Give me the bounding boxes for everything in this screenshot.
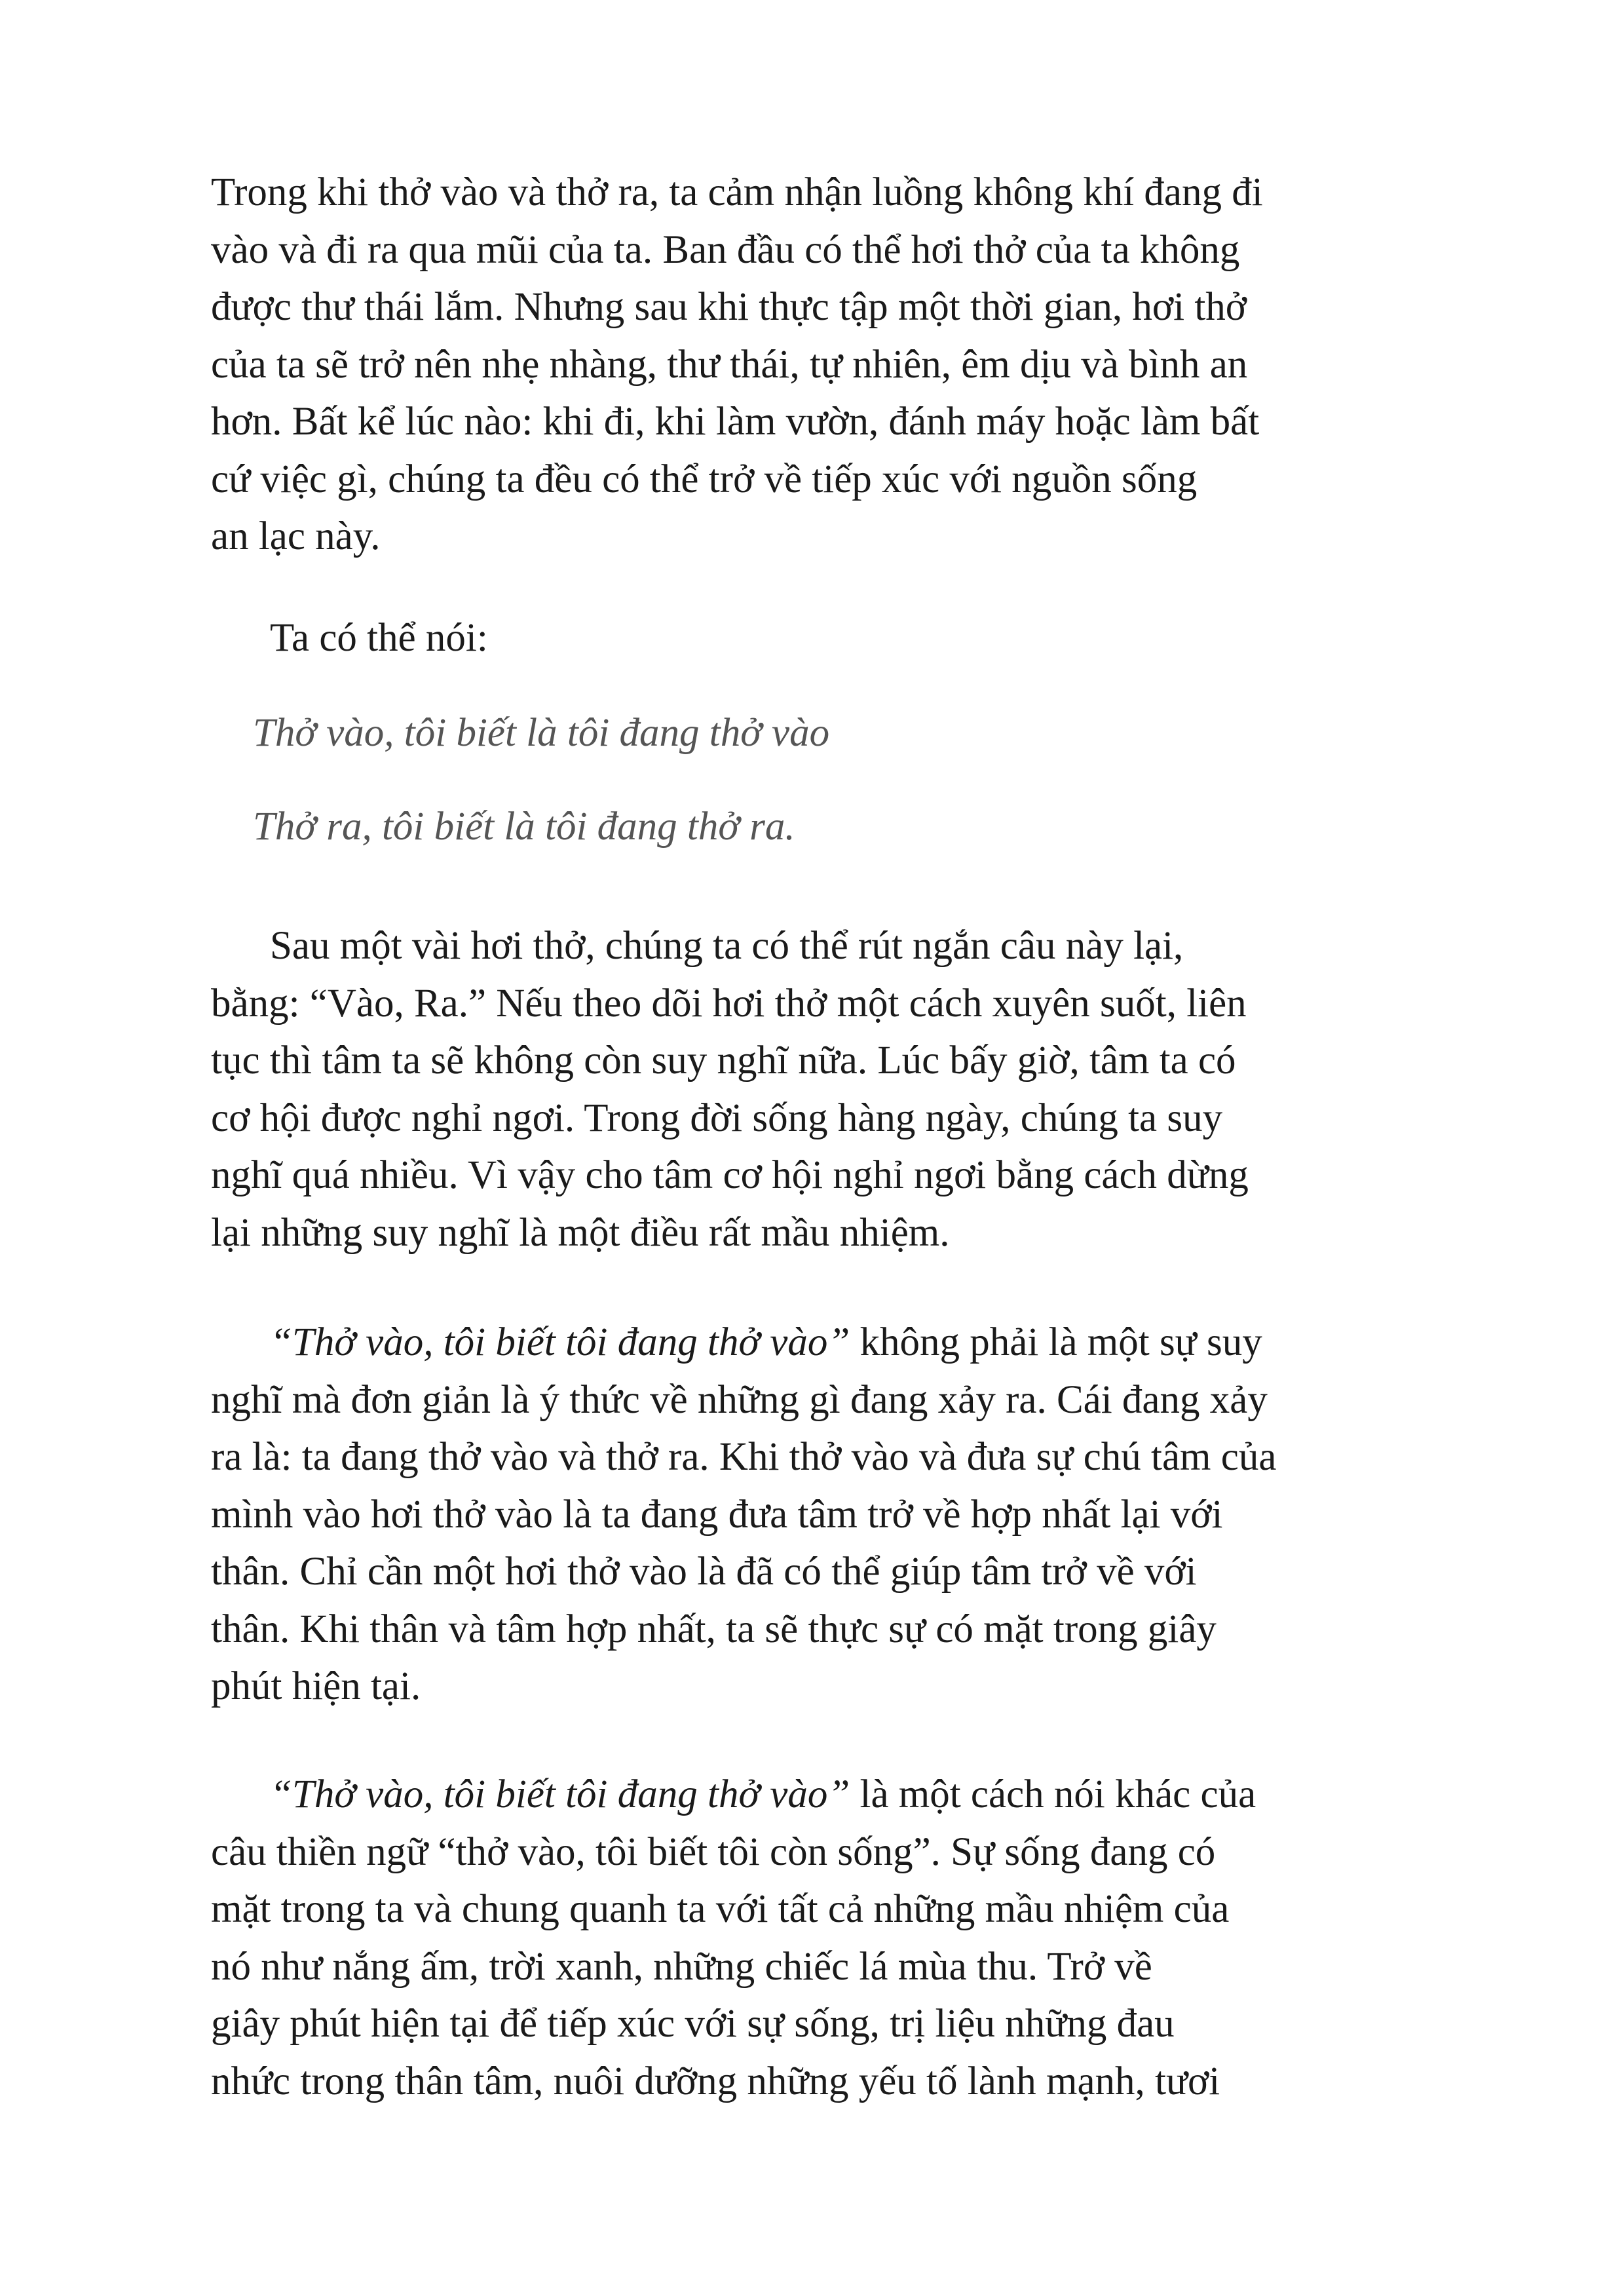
text-line: thân. Chỉ cần một hơi thở vào là đã có thể giúp tâm trở về với bbox=[211, 1550, 1197, 1594]
text-line bbox=[211, 1766, 1256, 1824]
quote-line-1 bbox=[211, 704, 829, 762]
paragraph-3 bbox=[211, 917, 1249, 1261]
paragraph-4 bbox=[211, 1314, 1276, 1715]
text-line: hơn. Bất kể lúc nào: khi đi, khi làm vườn, đánh máy hoặc làm bất bbox=[211, 400, 1260, 444]
quote-text: Thở vào, tôi biết là tôi đang thở vào bbox=[253, 711, 830, 755]
text-line: Sau một vài hơi thở, chúng ta có thể rút ngắn câu này lại, bbox=[270, 924, 1184, 968]
text-line: mặt trong ta và chung quanh ta với tất cả những mầu nhiệm của bbox=[211, 1887, 1230, 1931]
text-line: của ta sẽ trở nên nhẹ nhàng, thư thái, tự nhiên, êm dịu và bình an bbox=[211, 342, 1248, 387]
text-line: nghĩ quá nhiều. Vì vậy cho tâm cơ hội nghỉ ngơi bằng cách dừng bbox=[211, 1153, 1249, 1197]
text-line: ra là: ta đang thở vào và thở ra. Khi thở vào và đưa sự chú tâm của bbox=[211, 1435, 1277, 1479]
quote-line-2 bbox=[211, 798, 795, 856]
text-line: nhức trong thân tâm, nuôi dưỡng những yếu tố lành mạnh, tươi bbox=[211, 2059, 1220, 2103]
paragraph-1 bbox=[211, 164, 1263, 565]
text-line bbox=[211, 1314, 1276, 1371]
text-line: thân. Khi thân và tâm hợp nhất, ta sẽ thực sự có mặt trong giây bbox=[211, 1607, 1217, 1651]
text-line: Trong khi thở vào và thở ra, ta cảm nhận luồng không khí đang đi bbox=[211, 170, 1263, 214]
text-line: cứ việc gì, chúng ta đều có thể trở về tiếp xúc với nguồn sống bbox=[211, 457, 1198, 501]
text-fragment: là một cách nói khác của bbox=[850, 1772, 1256, 1816]
text-line: câu thiền ngữ “thở vào, tôi biết tôi còn sống”. Sự sống đang có bbox=[211, 1829, 1216, 1874]
text-line: cơ hội được nghỉ ngơi. Trong đời sống hàng ngày, chúng ta suy bbox=[211, 1096, 1223, 1140]
text-line: mình vào hơi thở vào là ta đang đưa tâm trở về hợp nhất lại với bbox=[211, 1492, 1223, 1537]
paragraph-5 bbox=[211, 1766, 1256, 2110]
text-line: bằng: “Vào, Ra.” Nếu theo dõi hơi thở một cách xuyên suốt, liên bbox=[211, 981, 1247, 1025]
paragraph-2 bbox=[211, 609, 488, 667]
text-line: an lạc này. bbox=[211, 514, 381, 558]
text-fragment: không phải là một sự suy bbox=[850, 1320, 1262, 1364]
text-line: Ta có thể nói: bbox=[270, 616, 488, 660]
text-line: vào và đi ra qua mũi của ta. Ban đầu có thể hơi thở của ta không bbox=[211, 227, 1240, 272]
text-line: lại những suy nghĩ là một điều rất mầu nhiệm. bbox=[211, 1210, 950, 1255]
text-line: được thư thái lắm. Nhưng sau khi thực tập một thời gian, hơi thở bbox=[211, 285, 1247, 329]
text-line: nghĩ mà đơn giản là ý thức về những gì đang xảy ra. Cái đang xảy bbox=[211, 1377, 1268, 1422]
text-line: tục thì tâm ta sẽ không còn suy nghĩ nữa. Lúc bấy giờ, tâm ta có bbox=[211, 1039, 1236, 1082]
text-line: nó như nắng ấm, trời xanh, những chiếc lá mùa thu. Trở về bbox=[211, 1944, 1152, 1989]
text-line: giây phút hiện tại để tiếp xúc với sự sống, trị liệu những đau bbox=[211, 2002, 1175, 2046]
text-line: phút hiện tại. bbox=[211, 1664, 421, 1708]
quote-text: Thở ra, tôi biết là tôi đang thở ra. bbox=[253, 805, 795, 849]
emphasized-quote: “Thở vào, tôi biết tôi đang thở vào” bbox=[270, 1320, 850, 1364]
emphasized-quote: “Thở vào, tôi biết tôi đang thở vào” bbox=[270, 1772, 850, 1816]
